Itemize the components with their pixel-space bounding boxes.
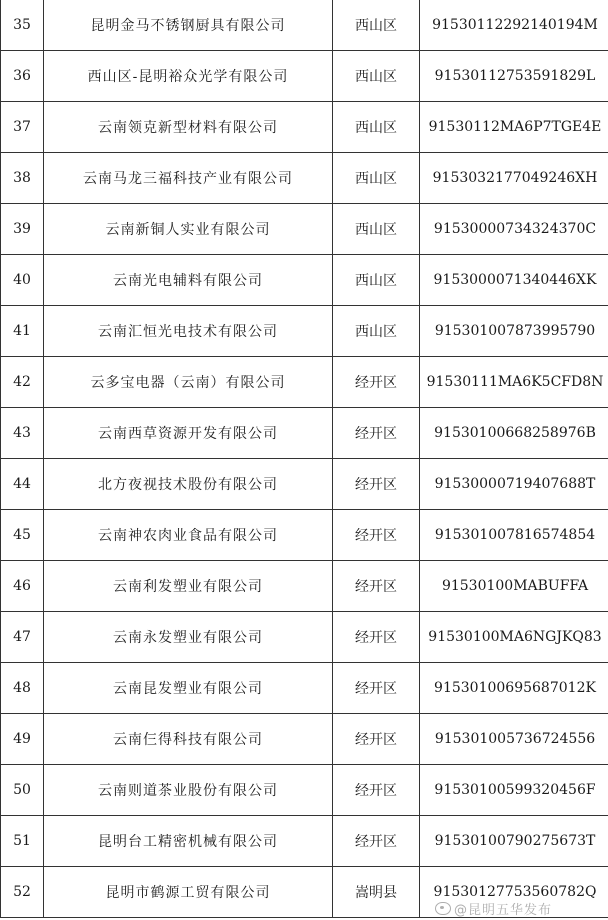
- row-number: 44: [1, 459, 44, 510]
- company-name: 云南永发塑业有限公司: [44, 612, 333, 663]
- row-number: 47: [1, 612, 44, 663]
- table-row: [1, 204, 608, 255]
- company-name: 云南神农肉业食品有限公司: [44, 510, 333, 561]
- company-name: 云南西草资源开发有限公司: [44, 408, 333, 459]
- credit-code: 91530321770492​46XH: [420, 153, 608, 204]
- credit-code: 915301122921401​94M: [420, 0, 608, 51]
- credit-code: 91530000713404​46XK: [420, 255, 608, 306]
- district: 嵩明县: [333, 867, 420, 918]
- row-number: 50: [1, 765, 44, 816]
- district: 经开区: [333, 663, 420, 714]
- company-name: 昆明市鹤源工贸有限公司: [44, 867, 333, 918]
- district: 经开区: [333, 561, 420, 612]
- district: 经开区: [333, 459, 420, 510]
- district: 西山区: [333, 102, 420, 153]
- row-number: 51: [1, 816, 44, 867]
- district: 经开区: [333, 765, 420, 816]
- row-number: 36: [1, 51, 44, 102]
- row-number: 41: [1, 306, 44, 357]
- credit-code: 91530112753591829L: [420, 51, 608, 102]
- table-row: [1, 714, 608, 765]
- company-name: 云南昆发塑业有限公司: [44, 663, 333, 714]
- table-row: [1, 612, 608, 663]
- row-number: 43: [1, 408, 44, 459]
- row-number: 45: [1, 510, 44, 561]
- district: 西山区: [333, 0, 420, 51]
- credit-code: 91530100MA6NGJKQ83: [420, 612, 608, 663]
- table-row: [1, 153, 608, 204]
- company-name: 云南利发塑业有限公司: [44, 561, 333, 612]
- credit-code: 91530100790275673T: [420, 816, 608, 867]
- company-name: 昆明台工精密机械有限公司: [44, 816, 333, 867]
- row-number: 52: [1, 867, 44, 918]
- district: 经开区: [333, 612, 420, 663]
- table-row: [1, 0, 608, 51]
- table-row: [1, 867, 608, 918]
- table-row: [1, 510, 608, 561]
- credit-code: 91530100MABUFFA: [420, 561, 608, 612]
- company-name: 云南仨得科技有限公司: [44, 714, 333, 765]
- row-number: 46: [1, 561, 44, 612]
- credit-code: 91530127753560782Q: [420, 867, 608, 918]
- company-name: 云南则道茶业股份有限公司: [44, 765, 333, 816]
- district: 西山区: [333, 153, 420, 204]
- table-row: [1, 306, 608, 357]
- credit-code: 91530000734324370C: [420, 204, 608, 255]
- row-number: 49: [1, 714, 44, 765]
- credit-code: 91530100695687012K: [420, 663, 608, 714]
- credit-code: 915301007816574854: [420, 510, 608, 561]
- company-name: 昆明金马不锈钢厨具有限公司: [44, 0, 333, 51]
- company-name: 云南光电辅料有限公司: [44, 255, 333, 306]
- company-name: 云南马龙三福科技产业有限公司: [44, 153, 333, 204]
- company-name: 云多宝电器（云南）有限公司: [44, 357, 333, 408]
- district: 经开区: [333, 408, 420, 459]
- district: 经开区: [333, 510, 420, 561]
- row-number: 38: [1, 153, 44, 204]
- table-row: [1, 255, 608, 306]
- company-name: 云南新铜人实业有限公司: [44, 204, 333, 255]
- table-row: [1, 663, 608, 714]
- credit-code: 91530100599320456F: [420, 765, 608, 816]
- company-name: 云南领克新型材料有限公司: [44, 102, 333, 153]
- credit-code: 91530112MA6P7TGE4E: [420, 102, 608, 153]
- row-number: 37: [1, 102, 44, 153]
- credit-code: 915301007873995790: [420, 306, 608, 357]
- table-row: [1, 51, 608, 102]
- district: 经开区: [333, 714, 420, 765]
- row-number: 48: [1, 663, 44, 714]
- table-row: [1, 102, 608, 153]
- table-row: [1, 816, 608, 867]
- company-name: 云南汇恒光电技术有限公司: [44, 306, 333, 357]
- district: 西山区: [333, 306, 420, 357]
- row-number: 35: [1, 0, 44, 51]
- credit-code: 915301005736724556: [420, 714, 608, 765]
- table-row: [1, 561, 608, 612]
- credit-code: 91530000719407688T: [420, 459, 608, 510]
- watermark-text: @昆明五华发布: [453, 903, 552, 918]
- row-number: 39: [1, 204, 44, 255]
- table-row: [1, 408, 608, 459]
- row-number: 42: [1, 357, 44, 408]
- table-row: [1, 357, 608, 408]
- district: 西山区: [333, 255, 420, 306]
- district: 西山区: [333, 204, 420, 255]
- credit-code: 91530111MA6K5CFD8N: [420, 357, 608, 408]
- company-name: 北方夜视技术股份有限公司: [44, 459, 333, 510]
- credit-code: 91530100668258976B: [420, 408, 608, 459]
- district: 经开区: [333, 357, 420, 408]
- district: 西山区: [333, 51, 420, 102]
- company-name: 西山区-昆明裕众光学有限公司: [44, 51, 333, 102]
- row-number: 40: [1, 255, 44, 306]
- district: 经开区: [333, 816, 420, 867]
- table-row: [1, 459, 608, 510]
- table-row: [1, 765, 608, 816]
